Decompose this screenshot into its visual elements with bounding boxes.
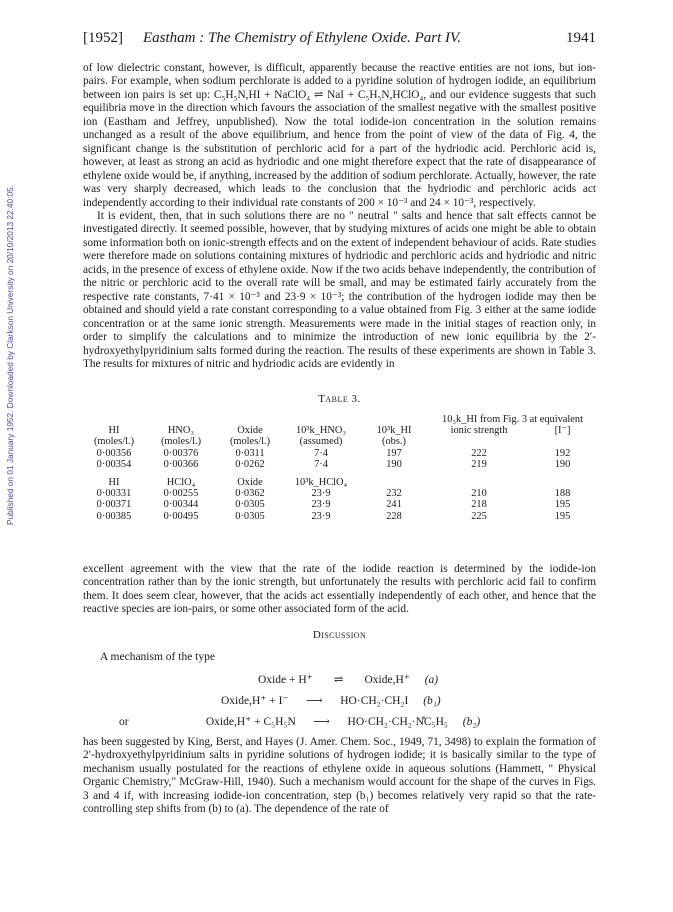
body-text-bottom [83,736,596,817]
col-header: HClO₄ [166,476,196,488]
cell: 228 [386,510,402,522]
cell: 0·0311 [235,447,265,459]
results-table [83,414,596,522]
cell: 195 [554,499,571,511]
units-row [83,436,596,447]
mechanism-intro: A mechanism of the type [100,651,215,663]
cell: 218 [471,499,487,511]
col-header: 10³k_HNO₃ [295,425,347,436]
col-unit: (moles/l.) [160,436,202,448]
cell: 7·4 [314,447,328,459]
cell: 0·00376 [163,447,199,459]
cell: 23·9 [311,488,331,500]
cell: 0·00331 [96,488,132,500]
header-row [83,425,596,436]
cell: 188 [554,488,571,500]
header-title: Eastham : The Chemistry of Ethylene Oxide. Part IV. [143,30,462,46]
cell: 219 [471,459,487,471]
col-header: Oxide [237,425,263,436]
header-year: [1952] [83,30,123,46]
cell: 0·00344 [163,499,199,511]
section-heading: Discussion [312,629,367,641]
col-header: 10³k_HI [376,425,412,436]
table-row [83,459,596,470]
cell: 0·00366 [163,459,199,471]
page-number: 1941 [566,30,596,46]
cell: 0·00495 [163,510,199,522]
table-row [83,448,596,459]
table-row [83,511,596,522]
cell: 192 [554,447,571,459]
download-watermark: Published on 01 January 1952. Downloaded by Clarkson University on 20/10/2013 22:40:05. [5,185,15,525]
cell: 0·0262 [235,459,265,471]
col-header: HI [108,425,120,436]
cell: 0·00255 [163,488,199,500]
cell: 0·00356 [96,447,132,459]
cell: 210 [471,488,487,500]
cell: 225 [471,510,487,522]
cell: 0·0362 [235,488,265,500]
cell: 0·0305 [235,510,265,522]
group-header: 10₃k_HI from Fig. 3 at equivalent [442,414,583,425]
table-row [83,488,596,499]
running-header [83,30,596,50]
cell: 0·00371 [96,499,132,511]
cell: 197 [386,447,402,459]
equation-b2: or Oxide,H⁺ + C₅H₅N ⟶ HO·CH₂·CH₂·N̊C₅H₅ (b₂) [119,716,481,728]
cell: 222 [471,447,487,459]
col-header: HNO₃ [167,425,195,436]
equation-a: Oxide + H⁺ ⇌ Oxide,H⁺ (a) [258,674,439,686]
cell: 0·00354 [96,459,132,471]
col-header: ionic strength [450,425,508,436]
cell: 241 [386,499,402,511]
body-text-after-table [83,563,596,617]
col-header: 10³k_HClO₄ [294,476,348,488]
equation-b1: Oxide,H⁺ + I⁻ ⟶ HO·CH₂·CH₂I (b₁) [221,695,441,707]
col-unit: (moles/l.) [229,436,271,448]
cell: 0·0305 [235,499,265,511]
col-unit: (moles/l.) [93,436,135,448]
cell: 190 [386,459,402,471]
col-unit: (obs.) [382,436,406,448]
cell: 23·9 [311,510,331,522]
paragraph: has been suggested by King, Berst, and Hayes (J. Amer. Chem. Soc., 1949, 71, 3498) to explain the formation of 2′-hydroxyethylpyridinium salts in pyridine solutions of hydrogen iodide; it is basically similar to the type of mechanism usually postulated for the reactions of ethylene oxide in aqueous solutions (Hammett, " Physical Organic Chemistry," McGraw-Hill, 1940). Such a mechanism would account for the shape of the curves in Figs. 3 and 4 if, with increasing iodide-ion concentration, step (b₁) becomes relatively very rapid so that the rate-controlling step shifts from (b) to (a). The dependence of the rate of [83,736,596,816]
header-row [83,477,596,488]
cell: 232 [386,488,402,500]
table-title: Table 3. [318,393,361,405]
col-unit: (assumed) [299,436,343,448]
paragraph: of low dielectric constant, however, is difficult, apparently because the reactive entities are not ions, but ion-pairs. For example, when sodium perchlorate is added to a pyridine solution of hydrogen iodide, an equilibrium between ion pairs is set up: C₅H₅N,HI + NaClO₄ ⇌ NaI + C₅H₅N,HClO₄, and our evidence suggests that such equilibria move in the direction which favours the association of the smallest negative with the smallest positive ion (Eastham and Jeffrey, unpublished). Now the total iodide-ion concentration in the solution remains unchanged as a result of the above equilibrium, and hence from the point of view of the data of Fig. 4, the significant change is the substitution of perchloric acid for a part of the hydriodic acid. Perchloric acid is, however, at least as strong an acid as hydriodic and one might therefore expect that the rate of disappearance of ethylene oxide would be, if anything, increased by the addition of sodium perchlorate. Actually, however, the rate was very sharply decreased, which leads to the conclusion that the hydriodic and perchloric acids act independently according to their individual rate constants of 200 × 10⁻³ and 24 × 10⁻³, respectively. [83,62,596,209]
table-row [83,499,596,510]
cell: 190 [554,459,571,471]
cell: 195 [554,510,571,522]
paragraph: excellent agreement with the view that the rate of the iodide reaction is determined by the iodide-ion concentration rather than by the ionic strength, but unfortunately the results with perchloric acid fail to confirm them. It does seem clear, however, that the acids act essentially independently of each other, and hence that the reactive species are ion-pairs, or some other associated form of the acid. [83,563,596,616]
cell: 7·4 [314,459,328,471]
col-header: Oxide [237,476,263,488]
cell: 23·9 [311,499,331,511]
cell: 0·00385 [96,510,132,522]
body-text-top [83,62,596,371]
col-header: HI [108,476,120,488]
col-header: [I⁻] [554,425,571,436]
paragraph: It is evident, then, that in such solutions there are no " neutral " salts and hence that salt effects cannot be investigated directly. It seemed possible, however, that by studying mixtures of acids one might be able to obtain some information both on ionic-strength effects and on the extent of independent behaviour of acids. Rate studies were therefore made on solutions containing mixtures of hydriodic and perchloric acids and hydriodic and nitric acids, in the presence of excess of ethylene oxide. Now if the two acids behave independently, the contribution of the nitric or perchloric acid to the overall rate will be small, and may be estimated fairly accurately from the respective rate constants, 7·41 × 10⁻³ and 23·9 × 10⁻³; the contribution of the hydrogen iodide may then be obtained and should yield a rate constant corresponding to a value obtained from Fig. 3 either at the same iodide concentration or at the same ionic strength. Measurements were made in the initial stages of reaction only, in order to simplify the calculations and to minimize the introduction of new ionic equilibria by the 2′-hydroxyethylpyridinium salts formed during the reaction. The results of these experiments are shown in Table 3. The results for mixtures of nitric and hydriodic acids are evidently in [83,209,596,370]
